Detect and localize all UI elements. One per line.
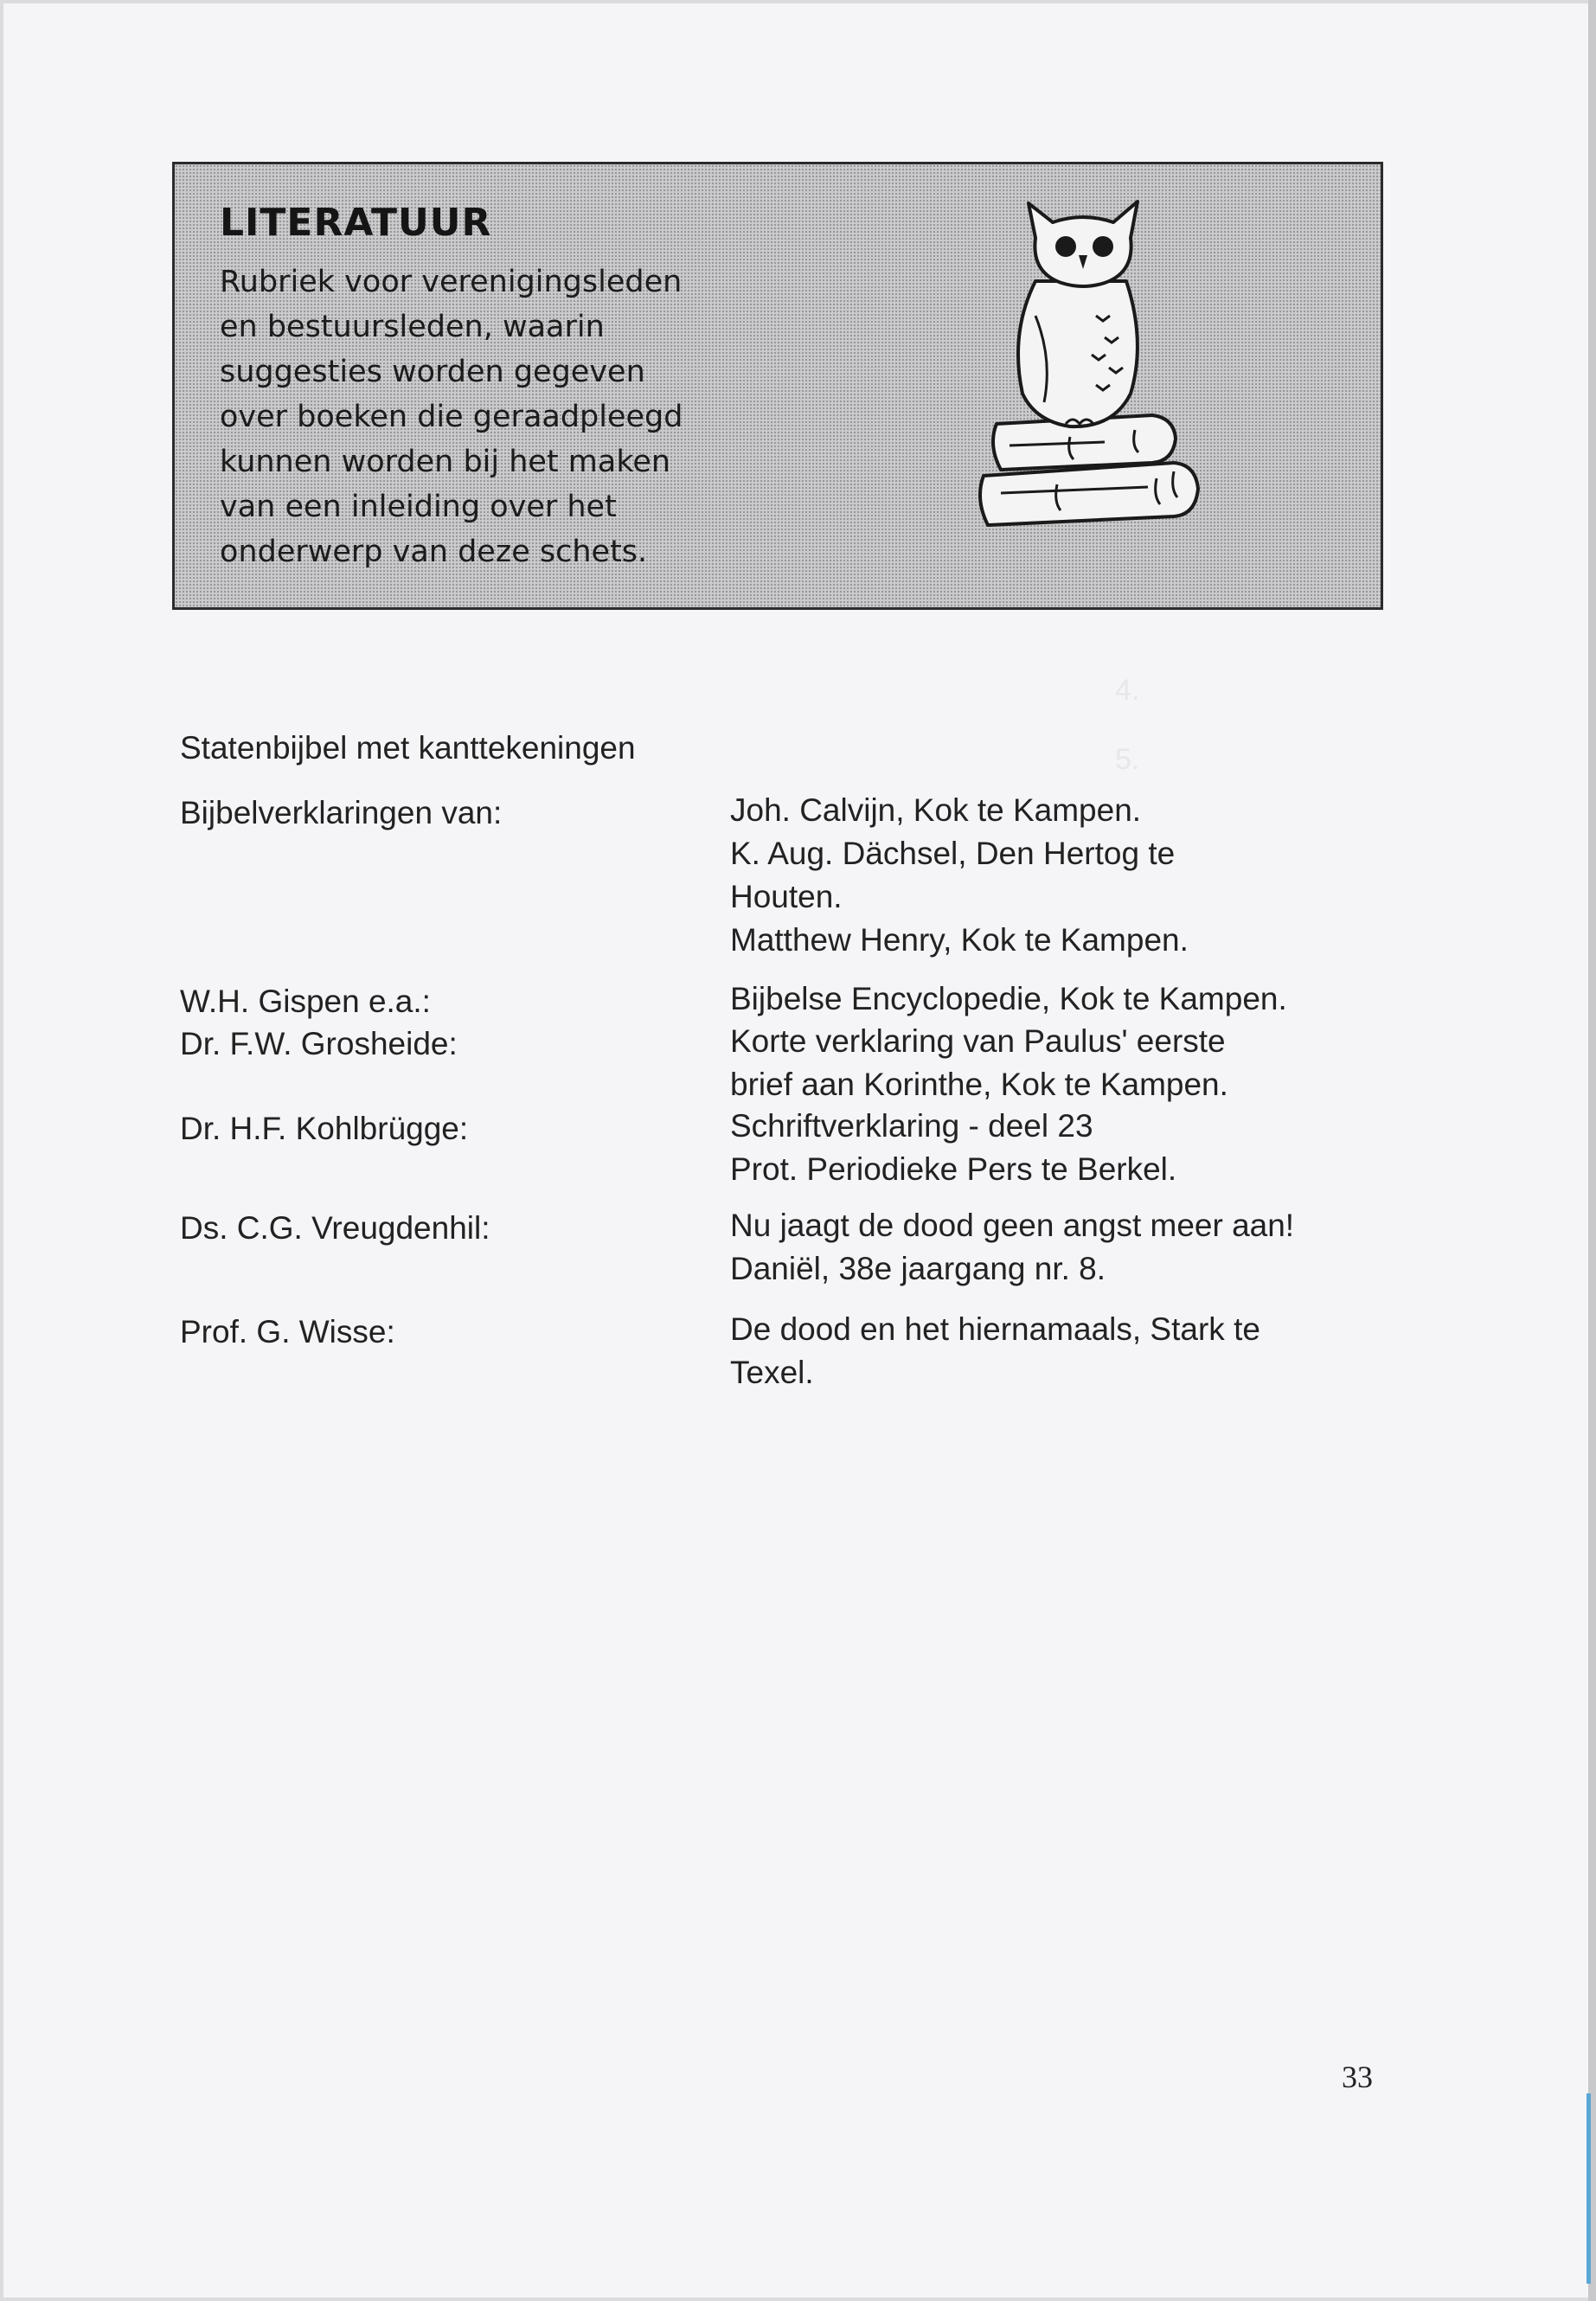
entry-author: Dr. H.F. Kohlbrügge: [180,1111,469,1146]
box-title: LITERATUUR [220,201,492,245]
entry-work-line: K. Aug. Dächsel, Den Hertog te [730,836,1176,871]
literature-box [172,162,1383,610]
entry-works [730,1308,1405,1394]
entry-work-line: Prot. Periodieke Pers te Berkel. [730,1151,1177,1187]
box-description-line: onderwerp van deze schets. [220,535,648,569]
entry-work-line: Daniël, 38e jaargang nr. 8. [730,1251,1106,1286]
box-description-line: Rubriek voor verenigingsleden [220,265,683,299]
page-edge-tint [1586,2093,1591,2284]
box-description [220,260,825,574]
entry-author: W.H. Gispen e.a.: [180,984,431,1019]
box-description-line: over boeken die geraadpleegd [220,400,683,434]
entry-works [730,1020,1405,1106]
entry-work-line: Nu jaagt de dood geen angst meer aan! [730,1208,1295,1243]
box-description-line: kunnen worden bij het maken [220,445,671,479]
entry-author: Ds. C.G. Vreugdenhil: [180,1210,490,1246]
box-description-line: en bestuursleden, waarin [220,310,605,344]
page-edge-shadow [1588,0,1596,2301]
entry-work-line: Schriftverklaring - deel 23 [730,1108,1093,1144]
entry-work-line: Bijbelse Encyclopedie, Kok te Kampen. [730,981,1287,1016]
entry-work-line: Matthew Henry, Kok te Kampen. [730,922,1189,958]
page-heading: Statenbijbel met kanttekeningen [180,730,636,766]
page-number: 33 [1342,2060,1373,2094]
entry-work-line: Houten. [730,879,843,914]
entry-work-line: brief aan Korinthe, Kok te Kampen. [730,1067,1228,1102]
entry-author: Prof. G. Wisse: [180,1314,395,1349]
bleed-through-text: 4. [1115,674,1140,707]
entry-work-line: Korte verklaring van Paulus' eerste [730,1023,1226,1059]
entry-work-line: Texel. [730,1355,814,1390]
entry-work-line: Joh. Calvijn, Kok te Kampen. [730,792,1142,828]
entry-works [730,1105,1405,1191]
document-page [3,3,1590,2298]
entry-author: Bijbelverklaringen van: [180,795,503,830]
entry-work-line: De dood en het hiernamaals, Stark te [730,1311,1260,1347]
box-description-line: van een inleiding over het [220,490,617,524]
box-description-line: suggesties worden gegeven [220,355,645,389]
entry-works [730,789,1405,962]
owl-on-books-icon [975,186,1208,558]
entry-works [730,977,1405,1021]
bleed-through-text: 5. [1115,743,1140,776]
entry-works [730,1204,1405,1291]
entry-author: Dr. F.W. Grosheide: [180,1026,458,1061]
